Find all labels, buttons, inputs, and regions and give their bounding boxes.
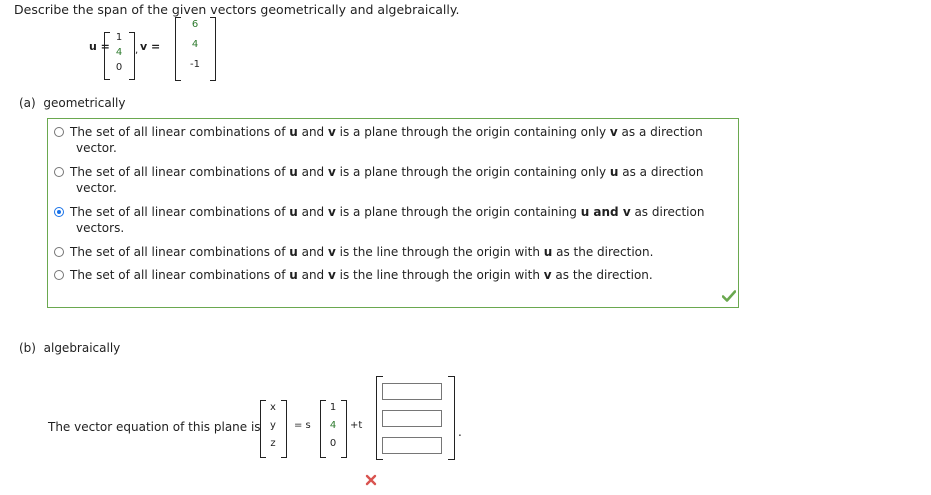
- radio-button-selected[interactable]: [54, 207, 64, 217]
- part-a-label: (a) geometrically: [19, 96, 126, 110]
- u-right-bracket: [129, 32, 135, 80]
- u-label: u =: [89, 40, 110, 53]
- vector-separator: ,: [135, 45, 139, 56]
- xyz-right-bracket: [281, 400, 287, 458]
- equation-period: .: [458, 425, 462, 439]
- radio-button[interactable]: [54, 270, 64, 280]
- s-vector-entry-1: 1: [329, 402, 337, 413]
- plus-t: +t: [350, 420, 363, 431]
- s-vector-entry-2: 4: [329, 420, 337, 431]
- xyz-z: z: [270, 438, 276, 449]
- correct-check-icon: [722, 290, 736, 302]
- xyz-x: x: [270, 402, 276, 413]
- t-vector-input-2[interactable]: [382, 410, 442, 427]
- t-vector-input-3[interactable]: [382, 437, 442, 454]
- option-text: The set of all linear combinations of u and v is a plane through the origin containing only u as a direction vector.: [70, 165, 704, 195]
- s-vector-entry-3: 0: [329, 438, 337, 449]
- xyz-y: y: [270, 420, 276, 431]
- u-entry-1: 1: [115, 32, 123, 43]
- t-vector-right-bracket: [448, 376, 455, 460]
- v-entry-2: 4: [191, 39, 199, 50]
- u-entry-3: 0: [115, 62, 123, 73]
- option-text: The set of all linear combinations of u and v is a plane through the origin containing u and v as direction vectors.: [70, 205, 705, 235]
- equation-label: The vector equation of this plane is: [48, 420, 261, 434]
- option-text: The set of all linear combinations of u and v is the line through the origin with u as the direction.: [70, 245, 654, 259]
- v-entry-1: 6: [191, 19, 199, 30]
- radio-button[interactable]: [54, 167, 64, 177]
- radio-button[interactable]: [54, 127, 64, 137]
- s-vector-right-bracket: [341, 400, 347, 458]
- question-prompt: Describe the span of the given vectors geometrically and algebraically.: [14, 2, 460, 17]
- radio-button[interactable]: [54, 247, 64, 257]
- t-vector-input-1[interactable]: [382, 383, 442, 400]
- equals-s: = s: [294, 420, 311, 431]
- incorrect-x-icon: [365, 474, 377, 486]
- option-text: The set of all linear combinations of u and v is a plane through the origin containing only v as a direction vector.: [70, 125, 703, 155]
- v-entry-3: -1: [190, 59, 200, 70]
- part-b-label: (b) algebraically: [19, 341, 121, 355]
- option-text: The set of all linear combinations of u and v is the line through the origin with v as the direction.: [70, 268, 653, 282]
- v-label: v =: [140, 40, 161, 53]
- v-right-bracket: [210, 17, 216, 81]
- u-entry-2: 4: [115, 47, 123, 58]
